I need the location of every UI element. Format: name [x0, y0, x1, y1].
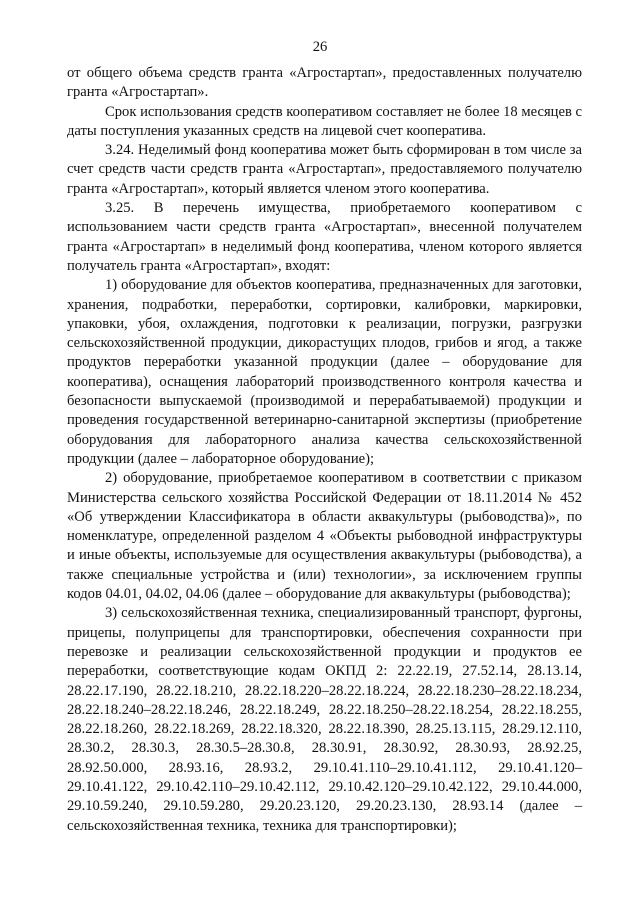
list-item-1-equipment: 1) оборудование для объектов кооператива, предназначенных для заготовки, хранения, подработки, переработки, сортировки, калибровки, маркировки, упаковки, убоя, охлаждения, подготовки к реализации, погрузки, разгрузки сельскохозяйственной продукции, дикорастущих плодов, грибов и ягод, а также продуктов переработки указанной продукции (далее – оборудование для кооператива), оснащения лабораторий производственного контроля качества и безопасности выпускаемой (производимой и перерабатываемой) продукции и проведения государственной ветеринарно-санитарной экспертизы (приобретение оборудования для лабораторного анализа качества сельскохозяйственной продукции (далее – лабораторное оборудование);: [67, 277, 582, 467]
paragraph-3-24: 3.24. Неделимый фонд кооператива может быть сформирован в том числе за счет средств части средств гранта «Агростартап», предоставляемого получателю гранта «Агростартап», который является членом этого кооператива.: [67, 142, 582, 197]
list-item-3-machinery: 3) сельскохозяйственная техника, специализированный транспорт, фургоны, прицепы, полуприцепы для транспортировки, обеспечения сохранности при перевозке и реализации сельскохозяйственной продукции и продуктов ее переработки, соответствующие кодам ОКПД 2: 22.22.19, 27.52.14, 28.13.14, 28.22.17.190, 28.22.18.210, 28.22.18.220–28.22.18.224, 28.22.18.230–28.22.18.234, 28.22.18.240–28.22.18.246, 28.22.18.249, 28.22.18.250–28.22.18.254, 28.22.18.255, 28.22.18.260, 28.22.18.269, 28.22.18.320, 28.22.18.390, 28.25.13.115, 28.29.12.110, 28.30.2, 28.30.3, 28.30.5–28.30.8, 28.30.91, 28.30.92, 28.30.93, 28.92.25, 28.92.50.000, 28.93.16, 28.93.2, 29.10.41.110–29.10.41.112, 29.10.41.120–29.10.41.122, 29.10.42.110–29.10.42.112, 29.10.42.120–29.10.42.122, 29.10.44.000, 29.10.59.240, 29.10.59.280, 29.20.23.120, 29.20.23.130, 28.93.14 (далее – сельскохозяйственная техника, техника для транспортировки);: [67, 605, 582, 834]
page-number: 26: [312, 39, 328, 55]
document-body: [67, 64, 582, 836]
paragraph-3-25: 3.25. В перечень имущества, приобретаемого кооперативом с использованием части средств гранта «Агростартап», внесенной получателем гранта «Агростартап» в неделимый фонд кооператива, членом которого является получатель гранта «Агростартап», входят:: [67, 200, 582, 274]
paragraph-grant-share: от общего объема средств гранта «Агростартап», предоставленных получателю гранта «Агростартап».: [67, 65, 582, 101]
paragraph-usage-term: Срок использования средств кооперативом составляет не более 18 месяцев с даты поступления указанных средств на лицевой счет кооператива.: [67, 103, 582, 139]
list-item-2-aquaculture: 2) оборудование, приобретаемое кооперативом в соответствии с приказом Министерства сельского хозяйства Российской Федерации от 18.11.2014 № 452 «Об утверждении Классификатора в области аквакультуры (рыбоводства)», по номенклатуре, определенной разделом 4 «Объекты рыбоводной инфраструктуры и иные объекты, используемые для осуществления аквакультуры (рыбоводства), а также специальные устройства и (или) технологии», за исключением группы кодов 04.01, 04.02, 04.06 (далее – оборудование для аквакультуры (рыбоводства);: [67, 470, 582, 603]
